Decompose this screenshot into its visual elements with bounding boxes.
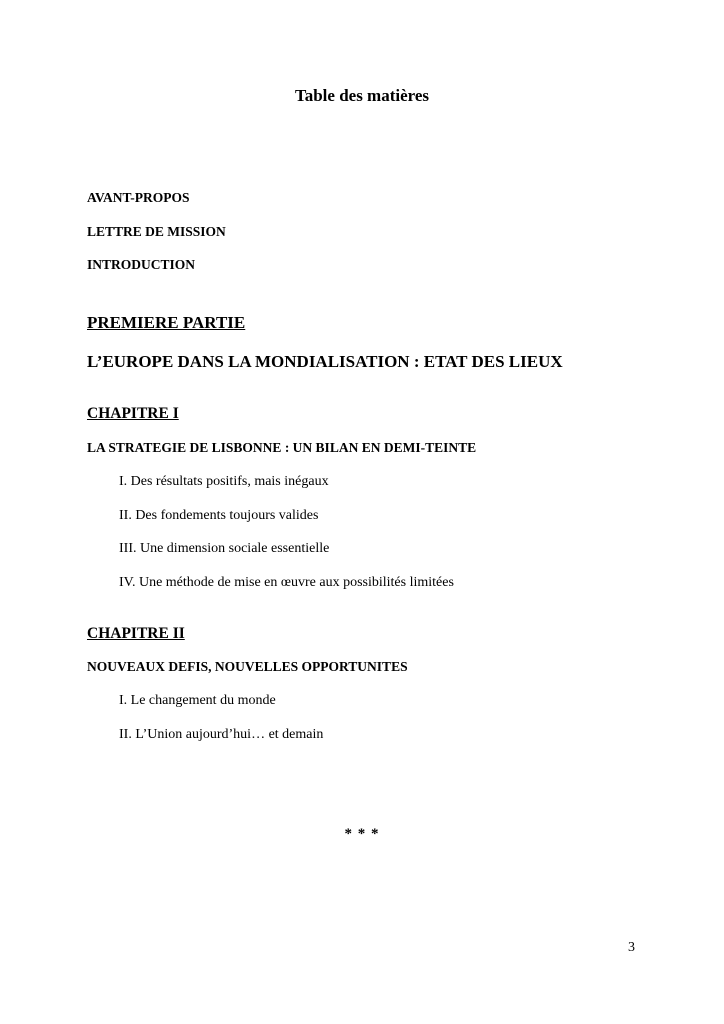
page-title: Table des matières: [294, 86, 430, 105]
toc-entry-lettre-de-mission: LETTRE DE MISSION: [87, 224, 226, 239]
chapter-2-title: NOUVEAUX DEFIS, NOUVELLES OPPORTUNITES: [87, 659, 408, 674]
section-separator: * * *: [344, 826, 380, 842]
chapter-1-label: CHAPITRE I: [87, 405, 179, 422]
part-label: PREMIERE PARTIE: [87, 313, 246, 332]
part-title: L’EUROPE DANS LA MONDIALISATION : ETAT DES LIEUX: [87, 352, 563, 371]
chapter-1-item: II. Des fondements toujours valides: [119, 508, 319, 523]
chapter-2-item: II. L’Union aujourd’hui… et demain: [119, 727, 324, 742]
toc-entry-introduction: INTRODUCTION: [87, 257, 196, 272]
chapter-1-item: III. Une dimension sociale essentielle: [119, 541, 330, 556]
chapter-1-title: LA STRATEGIE DE LISBONNE : UN BILAN EN DEMI-TEINTE: [87, 440, 477, 455]
page-number: 3: [628, 940, 635, 955]
toc-entry-avant-propos: AVANT-PROPOS: [87, 190, 190, 205]
chapter-1-item: I. Des résultats positifs, mais inégaux: [119, 474, 329, 489]
chapter-2-label: CHAPITRE II: [87, 625, 185, 642]
chapter-1-item: IV. Une méthode de mise en œuvre aux possibilités limitées: [119, 575, 454, 590]
chapter-2-item: I. Le changement du monde: [119, 693, 276, 708]
